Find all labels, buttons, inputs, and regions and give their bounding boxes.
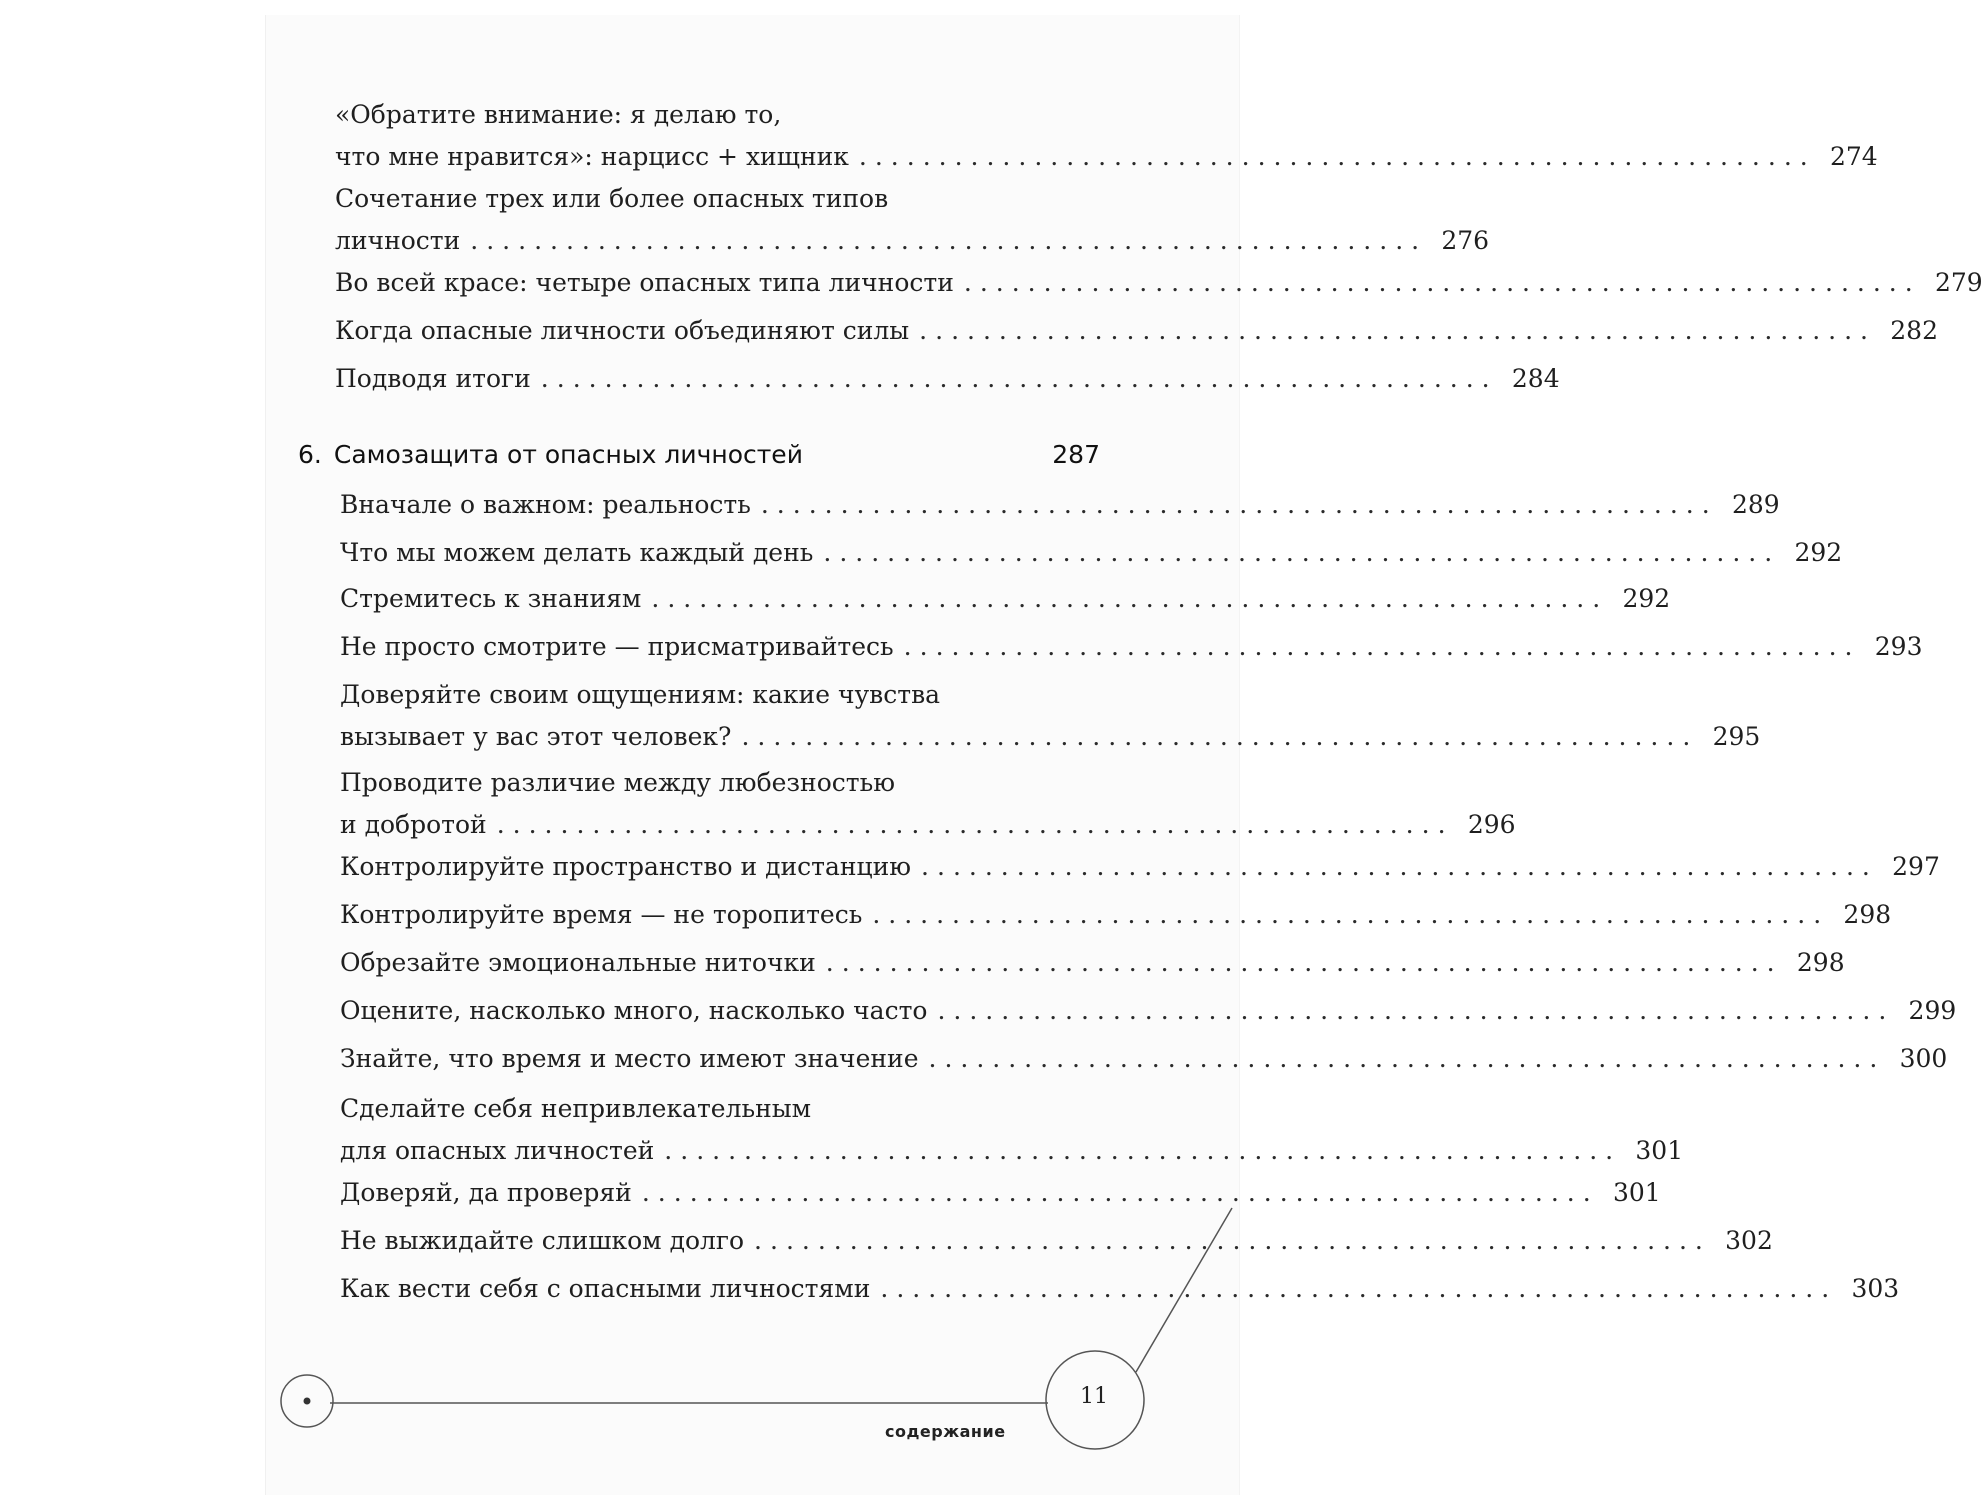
dot-leader: ............................................................ xyxy=(651,584,1609,613)
toc-entry-line xyxy=(340,810,1516,840)
toc-entry-title: Не выжидайте слишком долго xyxy=(340,1226,745,1255)
toc-chapter-entry xyxy=(298,440,1100,470)
dot-leader: ............................................................ xyxy=(825,948,1783,977)
toc-page-number: 296 xyxy=(1467,810,1516,839)
toc-entry-line xyxy=(340,1044,1948,1074)
toc-entry-line xyxy=(340,900,1892,930)
dot-leader: ............................................................ xyxy=(823,538,1781,567)
toc-entry-title: и добротой xyxy=(340,810,487,839)
toc-entry-line xyxy=(335,142,1878,172)
toc-entry-line xyxy=(340,584,1671,614)
toc-entry xyxy=(335,268,1983,298)
toc-entry-line xyxy=(340,1136,1684,1166)
dot-leader: ............................................................ xyxy=(937,996,1895,1025)
dot-leader: ............................................................ xyxy=(741,722,1699,751)
dot-leader: ............................................................ xyxy=(470,226,1428,255)
dot-leader: ............................................................ xyxy=(928,1044,1886,1073)
toc-page-number: 300 xyxy=(1899,1044,1948,1073)
toc-page-number: 287 xyxy=(1052,440,1100,469)
toc-entry xyxy=(340,1178,1661,1208)
toc-page-number: 299 xyxy=(1908,996,1957,1025)
toc-entry xyxy=(340,1094,1684,1166)
dot-leader: ............................................................ xyxy=(754,1226,1711,1255)
dot-leader: ............................................................ xyxy=(760,490,1718,519)
toc-page-number: 284 xyxy=(1511,364,1560,393)
toc-entry xyxy=(340,996,1957,1026)
toc-entry xyxy=(335,100,1878,172)
toc-entry xyxy=(340,584,1671,614)
toc-page-number: 301 xyxy=(1612,1178,1661,1207)
toc-entry-line xyxy=(340,1226,1773,1256)
toc-entry-title: Оцените, насколько много, насколько часто xyxy=(340,996,928,1025)
toc-entry-line xyxy=(340,1274,1900,1304)
page-number: 11 xyxy=(1080,1384,1108,1409)
toc-page-number: 282 xyxy=(1890,316,1938,345)
toc-entry xyxy=(340,852,1940,882)
toc-entry-title: Не просто смотрите — присматривайтесь xyxy=(340,632,894,661)
toc-entry xyxy=(335,316,1938,346)
toc-entry xyxy=(340,948,1845,978)
toc-page-number: 303 xyxy=(1851,1274,1900,1303)
running-footer-label: содержание xyxy=(885,1422,1006,1441)
toc-entry xyxy=(340,1226,1773,1256)
toc-entry-line xyxy=(298,440,1100,470)
toc-entry xyxy=(340,1044,1948,1074)
toc-entry-title: Что мы можем делать каждый день xyxy=(340,538,814,567)
toc-page-number: 279 xyxy=(1934,268,1983,297)
toc-entry-line xyxy=(340,852,1940,882)
toc-page-number: 289 xyxy=(1731,490,1780,519)
toc-entry-line xyxy=(335,184,1100,214)
dot-leader: ............................................................ xyxy=(872,900,1830,929)
toc-entry xyxy=(340,538,1843,568)
toc-page-number: 302 xyxy=(1725,1226,1773,1255)
toc-entry-line xyxy=(340,490,1780,520)
toc-entry xyxy=(340,768,1516,840)
toc-entry-title: Подводя итоги xyxy=(335,364,531,393)
dot-leader: ............................................................ xyxy=(921,852,1878,881)
toc-page-number: 292 xyxy=(1794,538,1843,567)
dot-leader: ............................................................ xyxy=(919,316,1876,345)
toc-entry-line xyxy=(340,538,1843,568)
toc-entry-title: Как вести себя с опасными личностями xyxy=(340,1274,871,1303)
toc-entry-line xyxy=(335,100,1100,130)
dot-leader: ............................................................ xyxy=(858,142,1816,171)
toc-entry-title: Доверяй, да проверяй xyxy=(340,1178,632,1207)
toc-entry-line xyxy=(340,632,1923,662)
toc-page-number: 292 xyxy=(1622,584,1671,613)
toc-entry-line xyxy=(335,268,1983,298)
toc-entry-line xyxy=(340,722,1761,752)
toc-entry-title: Знайте, что время и место имеют значение xyxy=(340,1044,919,1073)
dot-leader: ............................................................ xyxy=(903,632,1861,661)
toc-entry-title: Когда опасные личности объединяют силы xyxy=(335,316,910,345)
toc-entry-title: «Обратите внимание: я делаю то, xyxy=(335,100,782,129)
toc-entry xyxy=(340,490,1780,520)
toc-entry xyxy=(340,680,1761,752)
chapter-number: 6. xyxy=(298,440,322,469)
toc-page-number: 293 xyxy=(1874,632,1923,661)
dot-leader: ............................................................ xyxy=(496,810,1454,839)
toc-page-number: 297 xyxy=(1892,852,1940,881)
dot-leader: ............................................................ xyxy=(641,1178,1599,1207)
toc-entry xyxy=(340,1274,1900,1304)
toc-entry-line xyxy=(340,948,1845,978)
toc-entry-line xyxy=(335,316,1938,346)
toc-entry-line xyxy=(340,680,1100,710)
toc-page-number: 301 xyxy=(1635,1136,1684,1165)
toc-entry-title: для опасных личностей xyxy=(340,1136,655,1165)
toc-entry xyxy=(340,632,1923,662)
toc-page-number: 274 xyxy=(1830,142,1878,171)
toc-entry xyxy=(340,900,1892,930)
toc-entry-line xyxy=(340,996,1957,1026)
toc-entry-line xyxy=(340,1094,1100,1124)
toc-entry-title: Сочетание трех или более опасных типов xyxy=(335,184,889,213)
toc-entry-title: Стремитесь к знаниям xyxy=(340,584,642,613)
dot-leader: ............................................................ xyxy=(664,1136,1622,1165)
toc-entry-title: Контролируйте пространство и дистанцию xyxy=(340,852,912,881)
toc-page-number: 298 xyxy=(1843,900,1892,929)
dot-leader: ............................................................ xyxy=(540,364,1498,393)
toc-entry-title: Доверяйте своим ощущениям: какие чувства xyxy=(340,680,941,709)
toc-entry-line xyxy=(340,768,1100,798)
toc-entry-title: Проводите различие между любезностью xyxy=(340,768,895,797)
toc-entry-title: Сделайте себя непривлекательным xyxy=(340,1094,812,1123)
toc-entry xyxy=(335,184,1490,256)
dot-leader: ............................................................ xyxy=(963,268,1921,297)
toc-entry-title: вызывает у вас этот человек? xyxy=(340,722,732,751)
toc-page-number: 276 xyxy=(1441,226,1490,255)
toc-entry-title: Вначале о важном: реальность xyxy=(340,490,751,519)
toc-entry-line xyxy=(335,226,1490,256)
toc-entry-title: Контролируйте время — не торопитесь xyxy=(340,900,863,929)
toc-entry-title: Самозащита от опасных личностей xyxy=(333,440,803,469)
toc-page-number: 298 xyxy=(1796,948,1845,977)
toc-entry xyxy=(335,364,1560,394)
toc-page-number: 295 xyxy=(1712,722,1761,751)
toc-entry-line xyxy=(335,364,1560,394)
dot-leader: ............................................................ xyxy=(880,1274,1838,1303)
toc-entry-title: Обрезайте эмоциональные ниточки xyxy=(340,948,816,977)
toc-entry-title: Во всей красе: четыре опасных типа личности xyxy=(335,268,954,297)
toc-entry-line xyxy=(340,1178,1661,1208)
toc-entry-title: личности xyxy=(335,226,461,255)
toc-entry-title: что мне нравится»: нарцисс + хищник xyxy=(335,142,849,171)
